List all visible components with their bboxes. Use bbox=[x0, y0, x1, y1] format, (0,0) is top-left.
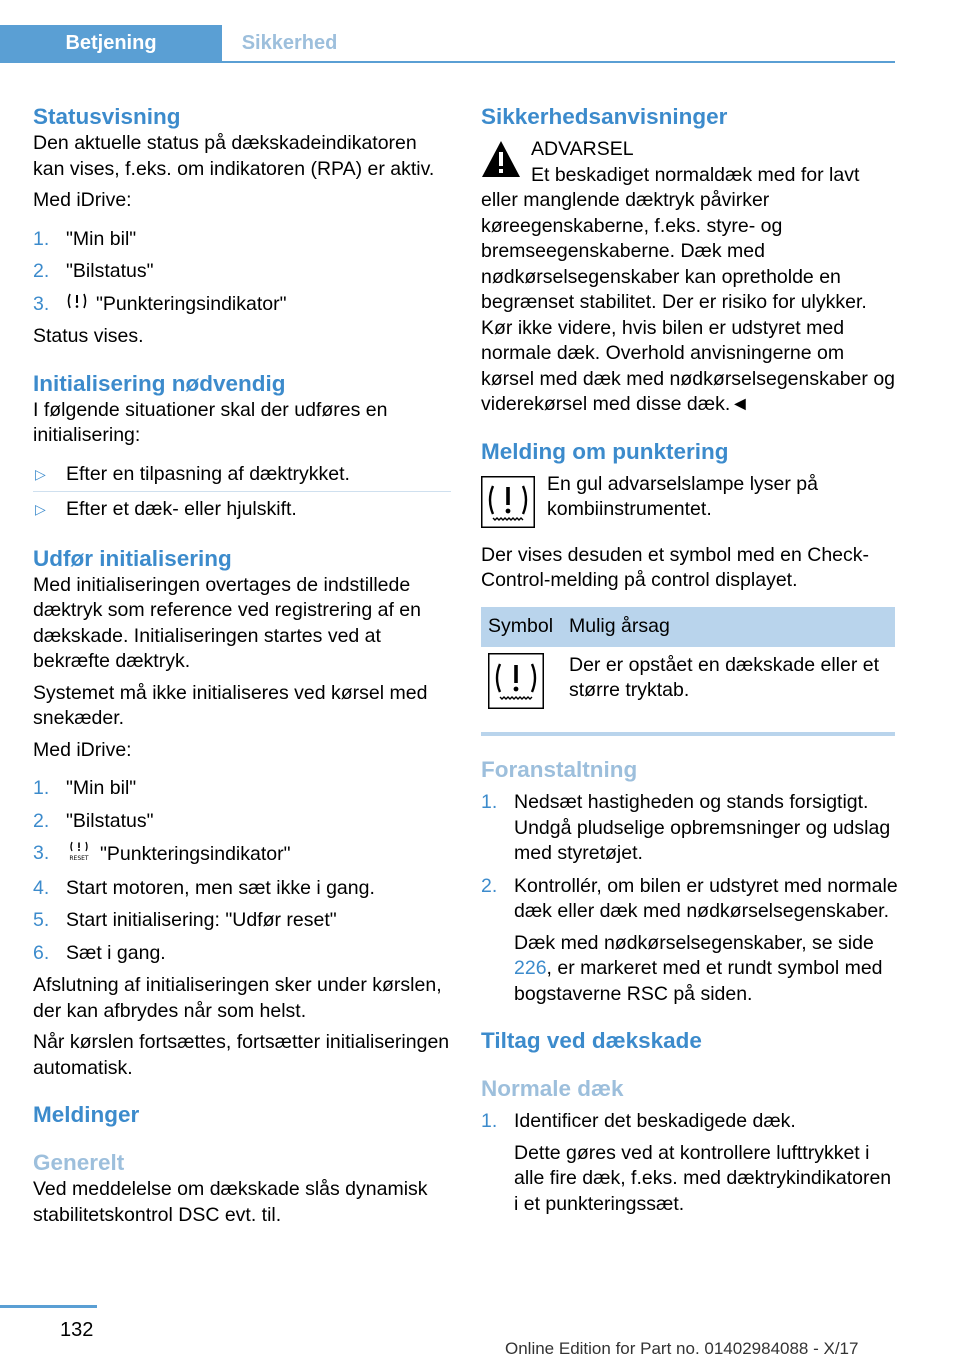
list-item: ▷ Efter en tilpasning af dæktrykket. bbox=[33, 462, 451, 493]
status-steps bbox=[33, 227, 451, 318]
normal-sub-text: Dette gøres ved at kontrollere lufttrykket i alle fire dæk, f.eks. med dæktrykindikatoren i et punkteringssæt. bbox=[514, 1141, 892, 1215]
footer-edition: Online Edition for Part no. 01402984088 - X/17 bbox=[505, 1339, 859, 1358]
page-link-226[interactable]: 226 bbox=[514, 957, 547, 979]
table-header-symbol: Symbol bbox=[481, 607, 562, 647]
continue-text: Når kørslen fortsættes, fortsætter initialiseringen automatisk. bbox=[33, 1031, 450, 1079]
list-item: 4. Start motoren, men sæt ikke i gang. bbox=[33, 876, 375, 899]
puncture-heading: Melding om punktering bbox=[481, 438, 729, 464]
list-item: 1. "Min bil" bbox=[33, 227, 137, 250]
perform-text-2: Systemet må ikke initialiseres ved kørsel med snekæder. bbox=[33, 681, 428, 730]
statusvisning-heading: Statusvisning bbox=[33, 104, 181, 129]
page-number: 132 bbox=[60, 1319, 94, 1341]
list-item: ▷ Efter et dæk- eller hjulskift. bbox=[35, 498, 297, 521]
warning-label: ADVARSEL bbox=[531, 138, 634, 160]
damage-heading: Tiltag ved dækskade bbox=[481, 1028, 702, 1053]
normal-heading: Normale dæk bbox=[481, 1076, 624, 1101]
list-item: 2. "Bilstatus" bbox=[33, 809, 154, 832]
list-item: 1. Identificer det beskadigede dæk. Dette gøres ved at kontrollere lufttrykket i alle fire dæk, f.eks. med dæktrykindikatoren i et punkteringssæt. bbox=[481, 1109, 899, 1217]
measures-sub-text: Dæk med nødkørselsegenskaber, se side 226, er markeret med et rundt symbol med bogstaverne RSC på siden. bbox=[514, 931, 883, 1005]
tire-pressure-icon bbox=[66, 292, 88, 318]
list-item: 2. "Bilstatus" bbox=[33, 260, 154, 282]
list-item: 3. "Punkteringsindikator" bbox=[33, 292, 451, 318]
idrive-label: Med iDrive: bbox=[33, 189, 132, 211]
messages-heading: Meldinger bbox=[33, 1102, 140, 1128]
svg-text:RESET: RESET bbox=[69, 855, 89, 862]
table-header-row bbox=[481, 607, 895, 647]
status-shown-text: Status vises. bbox=[33, 325, 144, 348]
table-cell-cause: Der er opstået en dækskade eller et større tryktab. bbox=[569, 653, 880, 701]
list-item: 1. Nedsæt hastigheden og stands forsigtigt. Undgå pludselige opbremsninger og udslag med styretøjet. bbox=[481, 791, 891, 864]
perform-text: Med initialiseringen overtages de indstillede dæktryk som reference ved registrering af en dækskade. Initialiseringen startes ved at bekræfte dæktryk. bbox=[33, 573, 422, 673]
list-item: 2. Kontrollér, om bilen er udstyret med normale dæk eller dæk med nødkørselsegenskaber. Dæk med nødkørselsegenskaber, se side 226, er markeret med et rundt symbol med bogstaverne RSC på siden. bbox=[481, 874, 899, 1008]
warning-text: Et beskadiget normaldæk med for lavt eller manglende dæktryk påvirker køreegenskaberne, f.eks. styre- og bremseegenskaberne. Dæk med nødkørselsegenskaber kan opretholde en begrænset stabilitet. Der er risiko for ulykker. Kør ikke videre, hvis bilen er udstyret med normale dæk. Overhold anvisningerne om kørsel med dæk med nødkørselsegenskaber og viderekørsel med disse dæk.◄ bbox=[481, 163, 896, 415]
measures-heading: Foranstaltning bbox=[481, 757, 638, 782]
symbol-table bbox=[481, 607, 895, 729]
warning-triangle-icon bbox=[481, 139, 521, 187]
finish-text: Afslutning af initialiseringen sker under kørslen, der kan afbrydes når som helst. bbox=[33, 974, 442, 1022]
list-item: 5. Start initialisering: "Udfør reset" bbox=[33, 909, 337, 932]
safety-heading: Sikkerhedsanvisninger bbox=[481, 104, 728, 129]
measures-list bbox=[481, 790, 899, 1007]
tire-pressure-icon bbox=[481, 476, 535, 536]
puncture-block bbox=[481, 472, 899, 530]
reset-icon bbox=[66, 841, 92, 869]
table-row bbox=[481, 647, 895, 729]
idrive-label-2: Med iDrive: bbox=[33, 738, 132, 761]
init-bullets bbox=[33, 462, 451, 527]
warning-block bbox=[481, 137, 899, 418]
tire-pressure-icon bbox=[488, 692, 544, 714]
init-steps bbox=[33, 776, 451, 966]
table-cell-symbol bbox=[481, 647, 562, 729]
statusvisning-text: Den aktuelle status på dækskadeindikatoren kan vises, f.eks. om indikatoren (RPA) er aktiv. bbox=[33, 132, 435, 180]
right-column bbox=[481, 103, 899, 1224]
list-item: 3. RESET "Punkteringsindikator" bbox=[33, 841, 451, 869]
list-item: 6. Sæt i gang. bbox=[33, 941, 166, 964]
list-item: 1. "Min bil" bbox=[33, 777, 137, 800]
table-header-cause: Mulig årsag bbox=[562, 607, 895, 647]
header-tabs bbox=[0, 25, 895, 63]
tab-betjening[interactable]: Betjening bbox=[0, 25, 222, 61]
init-text: I følgende situationer skal der udføres en initialisering: bbox=[33, 398, 388, 447]
general-text: Ved meddelelse om dækskade slås dynamisk stabilitetskontrol DSC evt. til. bbox=[33, 1178, 428, 1226]
puncture-text-2: Der vises desuden et symbol med en Check-Control-melding på control displayet. bbox=[481, 543, 870, 591]
puncture-text: En gul advarselslampe lyser på kombiinstrumentet. bbox=[547, 472, 818, 520]
tab-sikkerhed[interactable]: Sikkerhed bbox=[241, 32, 338, 54]
left-column bbox=[33, 103, 451, 1228]
normal-steps bbox=[481, 1109, 899, 1217]
init-heading: Initialisering nødvendig bbox=[33, 370, 286, 396]
general-heading: Generelt bbox=[33, 1150, 125, 1176]
perform-heading: Udfør initialisering bbox=[33, 545, 232, 571]
page-number-rule bbox=[0, 1305, 97, 1308]
